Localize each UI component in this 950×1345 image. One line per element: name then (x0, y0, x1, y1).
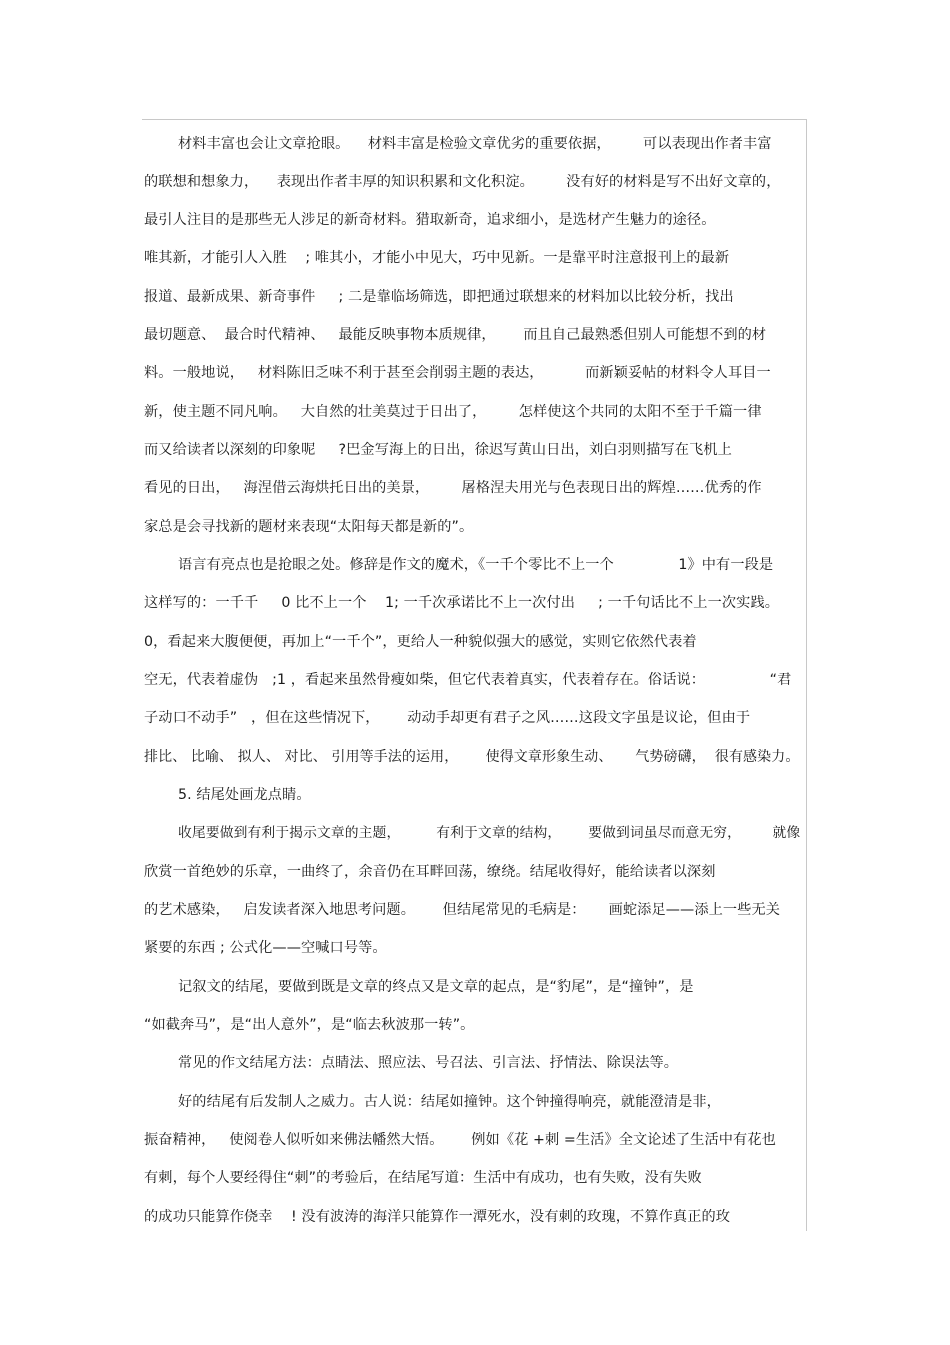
text-line: 常见的作文结尾方法：点睛法、照应法、号召法、引言法、抒情法、除误法等。 (178, 1055, 679, 1071)
text-line: 唯其新，才能引人入胜 ; 唯其小，才能小中见大，巧中见新。一是靠平时注意报刊上的最新 (144, 250, 730, 266)
text-line: 收尾要做到有利于揭示文章的主题， 有利于文章的结构， 要做到词虽尽而意无穷， 就像 (178, 825, 801, 841)
text-line: 报道、最新成果、新奇事件 ; 二是靠临场筛选，即把通过联想来的材料加以比较分析，找出 (144, 289, 734, 305)
text-line: 而又给读者以深刻的印象呢 ?巴金写海上的日出，徐迟写黄山日出，刘白羽则描写在飞机上 (144, 442, 732, 458)
text-line: 家总是会寻找新的题材来表现“太阳每天都是新的”。 (144, 519, 474, 535)
text-line: 排比、 比喻、 拟人、 对比、 引用等手法的运用， 使得文章形象生动、 气势磅礴， 很有感染力。 (144, 749, 800, 765)
text-line: 最引人注目的是那些无人涉足的新奇材料。猎取新奇，追求细小，是选材产生魅力的途径。 (144, 212, 716, 228)
text-line: 看见的日出， 海涅借云海烘托日出的美景， 屠格涅夫用光与色表现日出的辉煌……优秀的作 (144, 480, 762, 496)
text-line: “如截奔马”，是“出人意外”，是“临去秋波那一转”。 (144, 1017, 475, 1033)
text-line: 子动口不动手” ，但在这些情况下， 动动手却更有君子之风……这段文字虽是议论，但由于 (144, 710, 751, 726)
section-heading: 5. 结尾处画龙点睛。 (178, 787, 311, 803)
text-line: 的联想和想象力， 表现出作者丰厚的知识积累和文化积淀。 没有好的材料是写不出好文章的， (144, 174, 781, 190)
text-line: 0，看起来大腹便便，再加上“一千个”，更给人一种貌似强大的感觉，实则它依然代表着 (144, 634, 697, 650)
text-line: 有刺，每个人要经得住“刺”的考验后，在结尾写道：生活中有成功，也有失败，没有失败 (144, 1170, 702, 1186)
page-frame-top-border (142, 119, 806, 120)
text-line: 新，使主题不同凡响。 大自然的壮美莫过于日出了， 怎样使这个共同的太阳不至于千篇一律 (144, 404, 762, 420)
text-line: 料。一般地说， 材料陈旧乏味不利于甚至会削弱主题的表达， 而新颖妥帖的材料令人耳目一 (144, 365, 771, 381)
text-line: 的艺术感染， 启发读者深入地思考问题。 但结尾常见的毛病是： 画蛇添足——添上一些无关 (144, 902, 781, 918)
text-line: 这样写的：一千千 0 比不上一个 1; 一千次承诺比不上一次付出 ; 一千句话比不上一次实践。 (144, 595, 780, 611)
text-line: 欣赏一首绝妙的乐章，一曲终了，余音仍在耳畔回荡，缭绕。结尾收得好，能给读者以深刻 (144, 864, 716, 880)
text-line: 记叙文的结尾，要做到既是文章的终点又是文章的起点，是“豹尾”，是“撞钟”，是 (178, 979, 694, 995)
page-frame-right-border (806, 119, 807, 1231)
text-line: 紧要的东西 ; 公式化——空喊口号等。 (144, 940, 387, 956)
text-line: 材料丰富也会让文章抢眼。 材料丰富是检验文章优劣的重要依据， 可以表现出作者丰富 (178, 136, 772, 152)
text-line: 最切题意、 最合时代精神、 最能反映事物本质规律， 而且自己最熟悉但别人可能想不到的材 (144, 327, 767, 343)
text-line: 语言有亮点也是抢眼之处。修辞是作文的魔术，《一千个零比不上一个 1》中有一段是 (178, 557, 774, 573)
text-line: 好的结尾有后发制人之威力。古人说：结尾如撞钟。这个钟撞得响亮，就能澄清是非， (178, 1094, 721, 1110)
text-line: 振奋精神， 使阅卷人似听如来佛法幡然大悟。 例如《花 +刺 =生活》全文论述了生活中有花也 (144, 1132, 776, 1148)
text-line: 空无，代表着虚伪 ;1 ，看起来虽然骨瘦如柴，但它代表着真实，代表着存在。俗话说： “君 (144, 672, 792, 688)
text-line: 的成功只能算作侥幸 ! 没有波涛的海洋只能算作一潭死水，没有刺的玫瑰，不算作真正的玫 (144, 1209, 731, 1225)
